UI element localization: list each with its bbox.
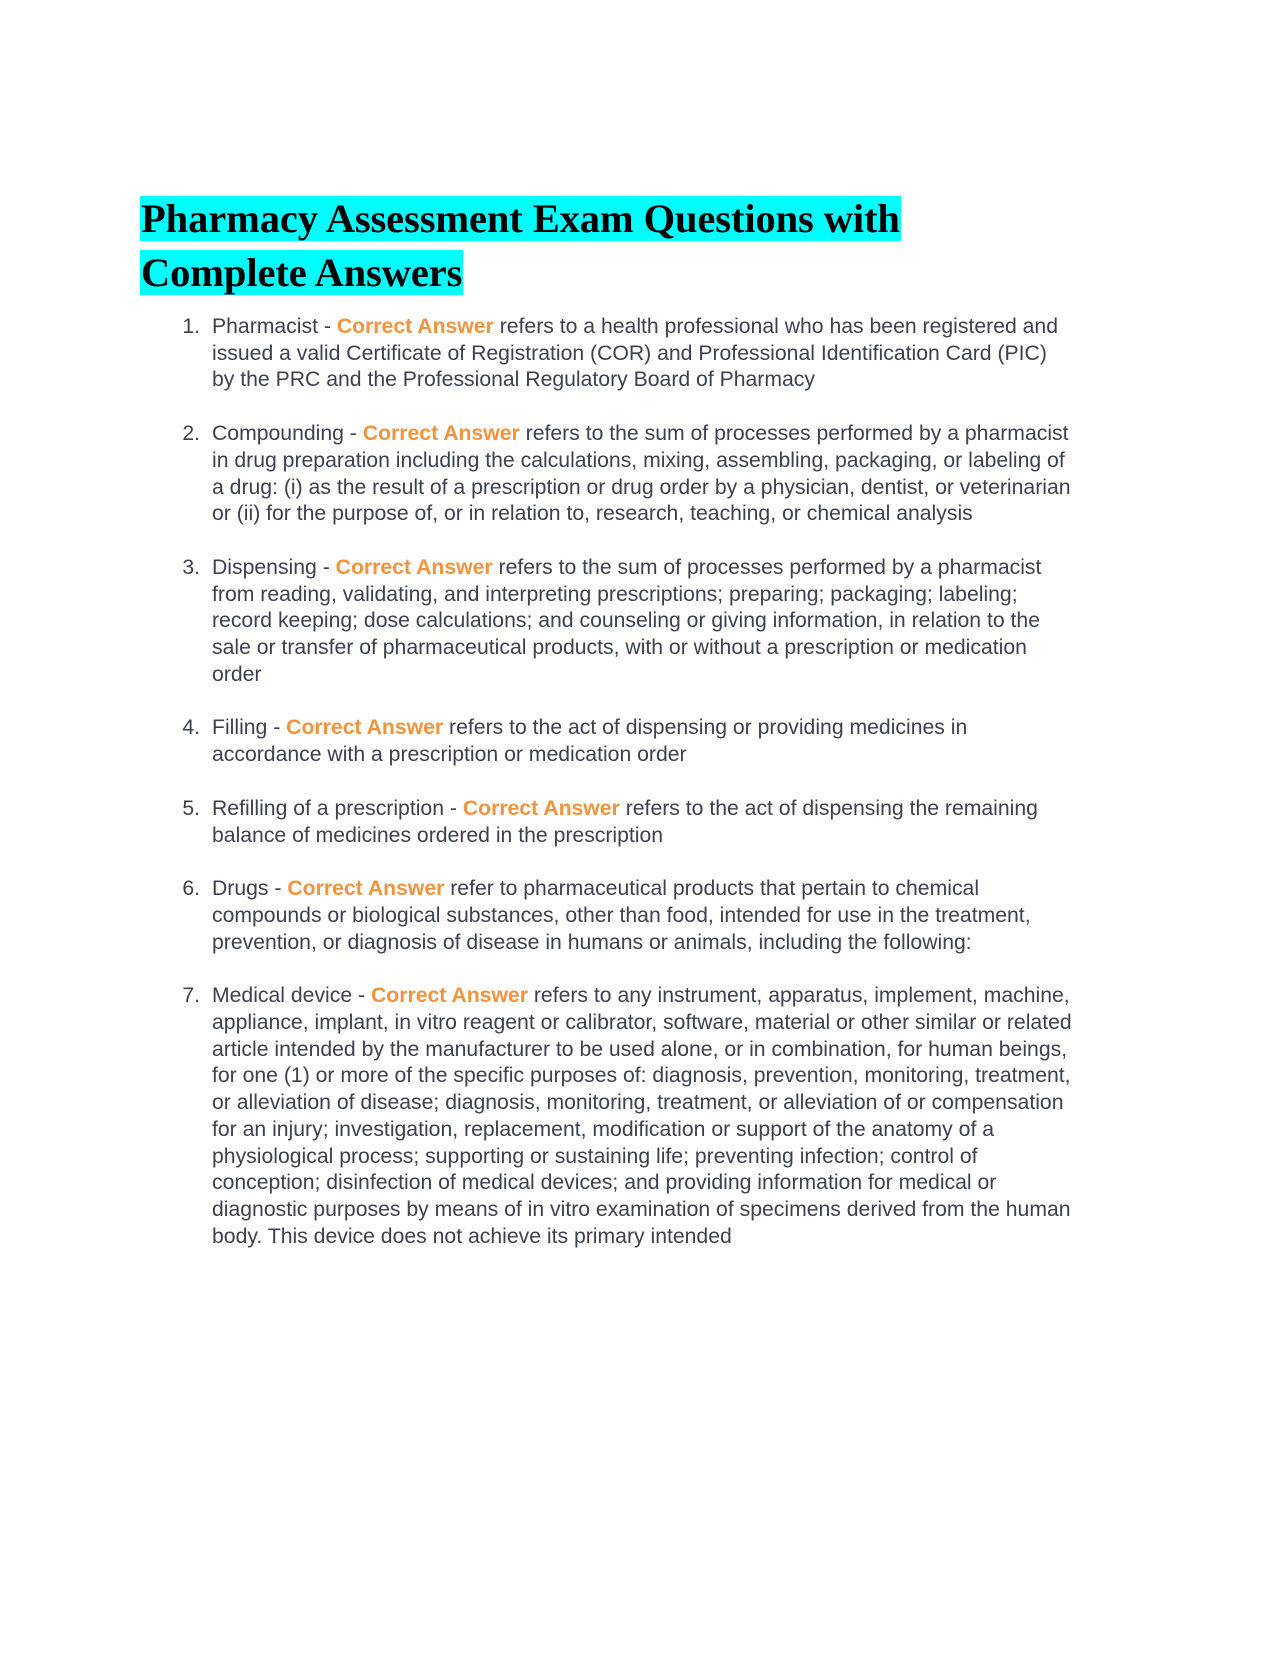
question-term: Refilling of a prescription -: [212, 796, 463, 820]
answer-definition: refers to the sum of processes performed by a pharmacist in drug preparation including the calculations, mixing, assembling, packaging, or labeling of a drug: (i) as the result of a prescription or drug order by a physician, dentist, or veterinarian or (ii) for the purpose of, or in relation to, research, teaching, or chemical analysis: [212, 422, 1071, 526]
correct-answer-label: Correct Answer: [336, 315, 494, 338]
list-item: [140, 715, 1072, 768]
question-answer-list: [140, 314, 1072, 1250]
correct-answer-label: Correct Answer: [370, 984, 528, 1008]
correct-answer-label: Correct Answer: [286, 716, 444, 740]
answer-definition: refers to the act of dispensing the remaining balance of medicines ordered in the prescription: [212, 796, 1038, 847]
answer-definition: refers to any instrument, apparatus, implement, machine, appliance, implant, in vitro reagent or calibrator, software, material or other similar or related article intended by the manufacturer to be used alone, or in combination, for human beings, for one (1) or more of the specific purposes of: diagnosis, prevention, monitoring, treatment, or alleviation of disease; diagnosis, monitoring, treatment, or alleviation of or compensation for an injury; investigation, replacement, modification or support of the anatomy of a physiological process; supporting or sustaining life; preventing infection; control of conception; disinfection of medical devices; and providing information for medical or diagnostic purposes by means of in vitro examination of specimens derived from the human body. This device does not achieve its primary intended: [212, 984, 1072, 1248]
list-item: [140, 796, 1072, 849]
answer-definition: refers to the sum of processes performed by a pharmacist from reading, validating, and interpreting prescriptions; preparing; packaging; labeling; record keeping; dose calculations; and counseling or giving information, in relation to the sale or transfer of pharmaceutical products, with or without a prescription or medication order: [212, 555, 1042, 686]
question-term: Compounding -: [212, 422, 363, 446]
list-item: [140, 314, 1072, 394]
page-title-line-2: Complete Answers: [141, 250, 463, 295]
question-term: Dispensing -: [212, 555, 336, 579]
correct-answer-label: Correct Answer: [462, 796, 620, 820]
list-item: [140, 555, 1072, 689]
document-body: [140, 192, 1072, 1250]
correct-answer-label: Correct Answer: [335, 555, 493, 579]
list-item: [140, 876, 1072, 956]
question-term: Pharmacist -: [212, 315, 337, 338]
page-title: [140, 192, 1060, 300]
question-term: Drugs -: [212, 877, 288, 901]
list-item: [140, 421, 1072, 528]
answer-definition: refers to the act of dispensing or providing medicines in accordance with a prescription or medication order: [212, 716, 968, 767]
answer-definition: refer to pharmaceutical products that pertain to chemical compounds or biological substances, other than food, intended for use in the treatment, prevention, or diagnosis of disease in humans or animals, including the following:: [212, 877, 1031, 954]
correct-answer-label: Correct Answer: [362, 422, 520, 446]
correct-answer-label: Correct Answer: [287, 877, 445, 901]
answer-definition: refers to a health professional who has been registered and issued a valid Certificate of Registration (COR) and Professional Identification Card (PIC) by the PRC and the Professional Regulatory Board of Pharmacy: [212, 315, 1058, 392]
page-title-line-1: Pharmacy Assessment Exam Questions with: [141, 196, 900, 241]
question-term: Medical device -: [212, 984, 371, 1008]
list-item: [140, 983, 1072, 1250]
question-term: Filling -: [212, 716, 287, 740]
